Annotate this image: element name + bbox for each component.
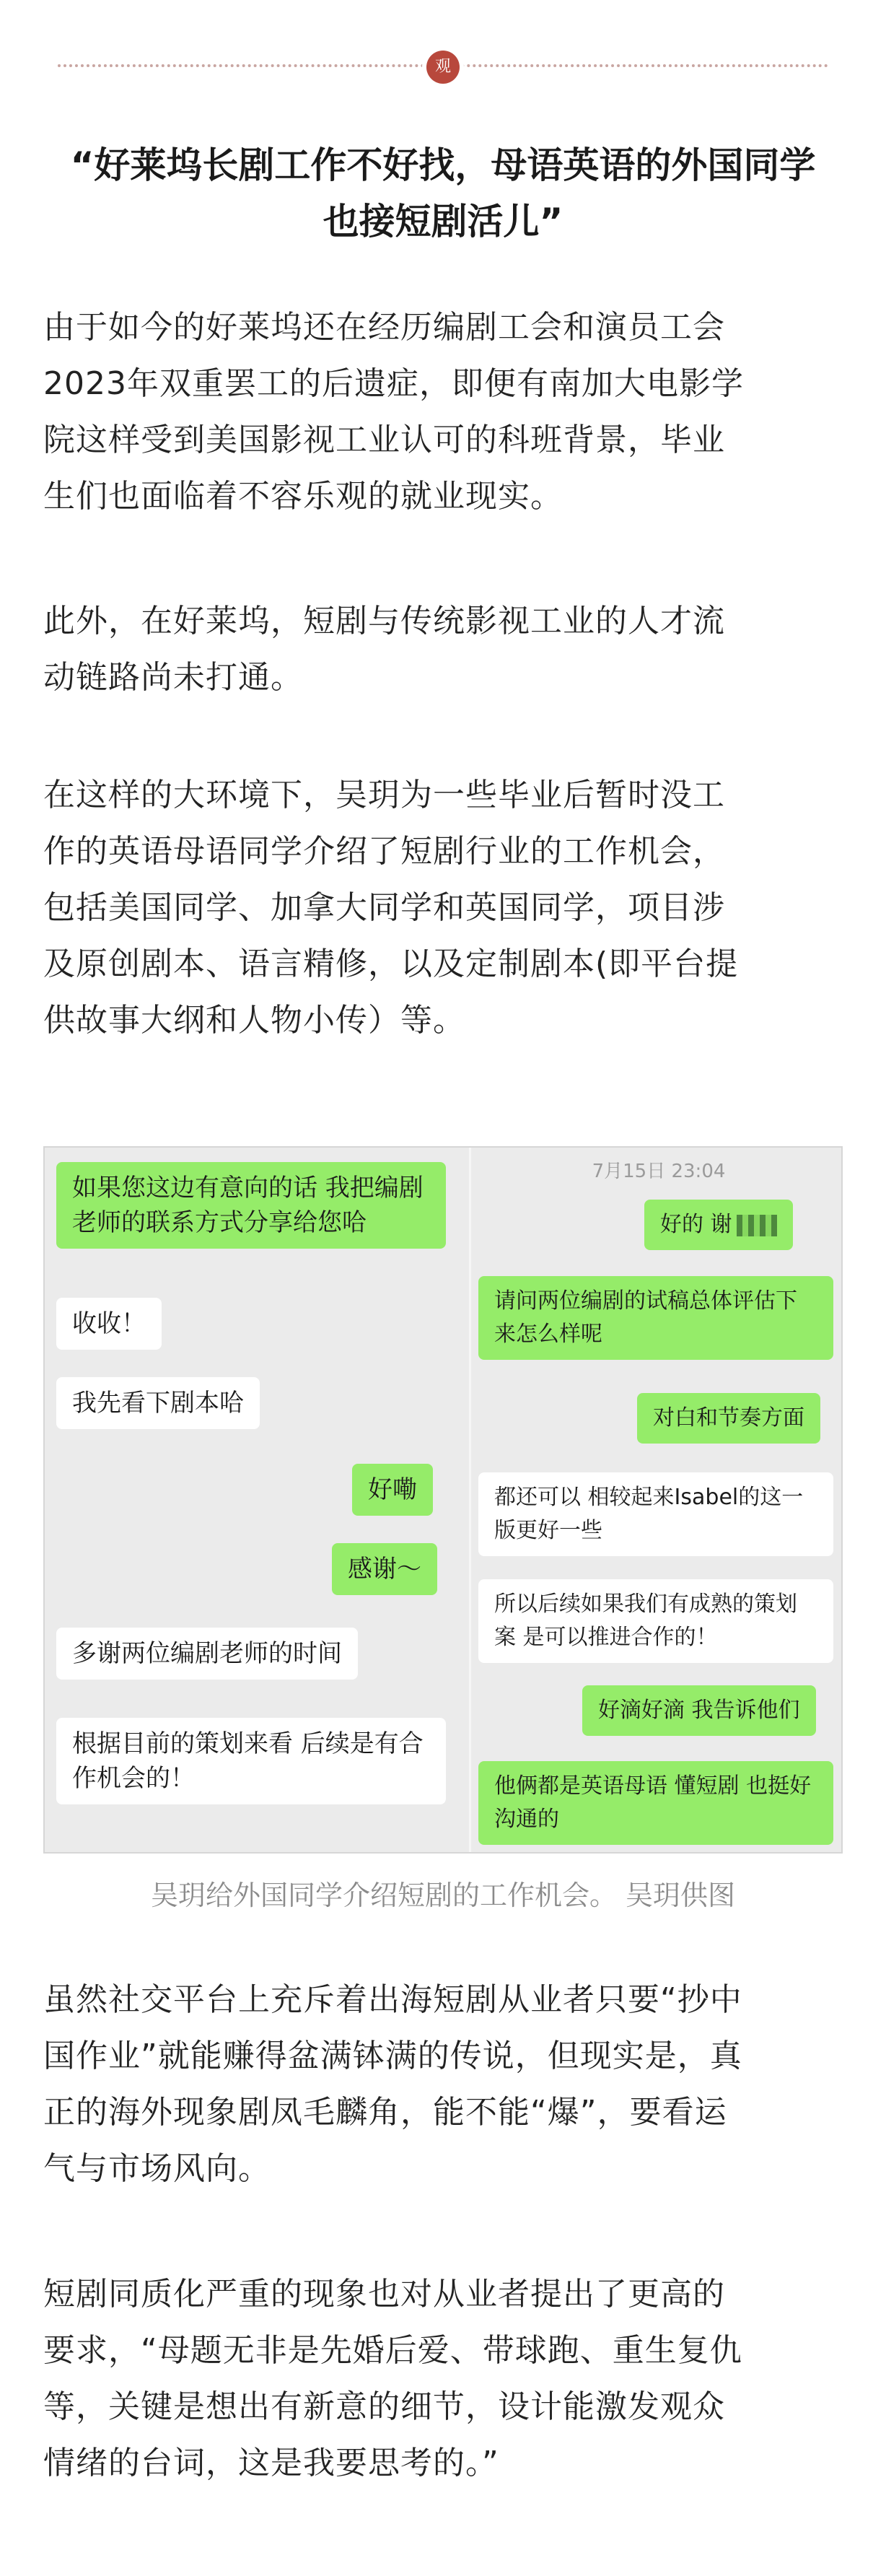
bubble-text: 根据目前的策划来看 后续是有合 [72,1729,424,1758]
chat-panel-left [45,1148,462,1852]
chat-bubble-incoming [56,1628,358,1680]
chat-screenshot [43,1146,843,1854]
paragraph-line: 正的海外现象剧凤毛麟角，能不能“爆”，要看运 [43,2094,727,2131]
paragraph-3 [43,767,851,1049]
bubble-text: 好滴好滴 我告诉他们 [598,1698,800,1723]
paragraph-line: 虽然社交平台上充斥着出海短剧从业者只要“抄中 [43,1981,742,2018]
bubble-text: 他俩都是英语母语 懂短剧 也挺好 [494,1773,812,1799]
paragraph-line: 由于如今的好莱坞还在经历编剧工会和演员工会 [43,309,725,346]
redaction-mask [737,1215,777,1236]
chat-bubble-incoming [56,1718,446,1804]
paragraph-line: 气与市场风向。 [43,2150,271,2187]
chat-bubble-incoming [56,1377,260,1429]
paragraph-line: 包括美国同学、加拿大同学和英国同学，项目涉 [43,889,725,926]
bubble-text: 对白和节奏方面 [653,1405,804,1431]
heading-line-2: 也接短剧活儿” [323,201,563,243]
paragraph-line: 2023年双重罢工的后遗症，即便有南加大电影学 [43,365,744,402]
bubble-text: 请问两位编剧的试稿总体评估下 [494,1288,797,1314]
paragraph-line: 国作业”就能赚得盆满钵满的传说，但现实是，真 [43,2038,742,2074]
paragraph-line: 要求，“母题无非是先婚后爱、带球跑、重生复仇 [43,2332,742,2369]
paragraph-4 [43,1972,851,2197]
bubble-text: 版更好一些 [494,1518,602,1543]
paragraph-line: 在这样的大环境下，吴玥为一些毕业后暂时没工 [43,777,725,813]
chat-bubble-outgoing [478,1276,833,1360]
chat-bubble-incoming [478,1579,833,1663]
paragraph-line: 此外，在好莱坞，短剧与传统影视工业的人才流 [43,603,725,639]
paragraph-line: 院这样受到美国影视工业认可的科班背景，毕业 [43,422,725,458]
bubble-text: 收收！ [72,1309,146,1338]
bubble-text: 多谢两位编剧老师的时间 [72,1639,342,1668]
paragraph-line: 情绪的台词，这是我要思考的。” [43,2445,499,2481]
bubble-text: 都还可以 相较起来Isabel的这一 [494,1485,804,1510]
paragraph-line: 等，关键是想出有新意的细节，设计能激发观众 [43,2388,725,2425]
bubble-text: 感谢～ [348,1555,421,1584]
paragraph-line: 作的英语母语同学介绍了短剧行业的工作机会， [43,833,725,870]
heading-line-1: “好莱坞长剧工作不好找，母语英语的外国同学 [70,144,816,186]
paragraph-line: 短剧同质化严重的现象也对从业者提出了更高的 [43,2276,725,2313]
paragraph-line: 及原创剧本、语言精修，以及定制剧本(即平台提 [43,946,739,982]
bubble-text: 如果您这边有意向的话 我把编剧 [72,1174,424,1202]
chat-bubble-incoming [56,1298,162,1350]
paragraph-5 [43,2266,851,2492]
bubble-text: 作机会的！ [72,1764,195,1793]
image-caption: 吴玥给外国同学介绍短剧的工作机会。 吴玥供图 [150,1879,736,1911]
bubble-text: 我先看下剧本哈 [72,1389,244,1418]
chat-bubble-outgoing [56,1162,446,1249]
bubble-text: 沟通的 [494,1807,559,1832]
bubble-text: 老师的联系方式分享给您哈 [72,1208,367,1237]
bubble-text: 所以后续如果我们有成熟的策划 [494,1592,797,1617]
paragraph-2 [43,593,851,706]
chat-bubble-outgoing [644,1200,793,1250]
bubble-text: 好嘞 [368,1475,417,1504]
paragraph-line: 供故事大纲和人物小传）等。 [43,1002,465,1039]
bubble-text: 案 是可以推进合作的！ [494,1625,718,1650]
chat-bubble-incoming [478,1472,833,1556]
bubble-text: 来怎么样呢 [494,1322,602,1347]
chat-timestamp: 7月15日 23:04 [592,1161,726,1182]
section-heading [43,137,843,250]
chat-bubble-outgoing [332,1543,437,1595]
bubble-text: 好的 谢 [660,1212,732,1237]
chat-panel-right [469,1148,843,1852]
chat-bubble-outgoing [478,1761,833,1845]
chat-bubble-outgoing [352,1464,433,1516]
paragraph-line: 动链路尚未打通。 [43,659,303,696]
chat-bubble-outgoing [582,1685,816,1736]
paragraph-line: 生们也面临着不容乐观的就业现实。 [43,478,563,515]
paragraph-1 [43,300,851,525]
chat-bubble-outgoing [637,1393,820,1444]
seal-icon: 观 [426,51,460,84]
top-divider [58,51,828,79]
